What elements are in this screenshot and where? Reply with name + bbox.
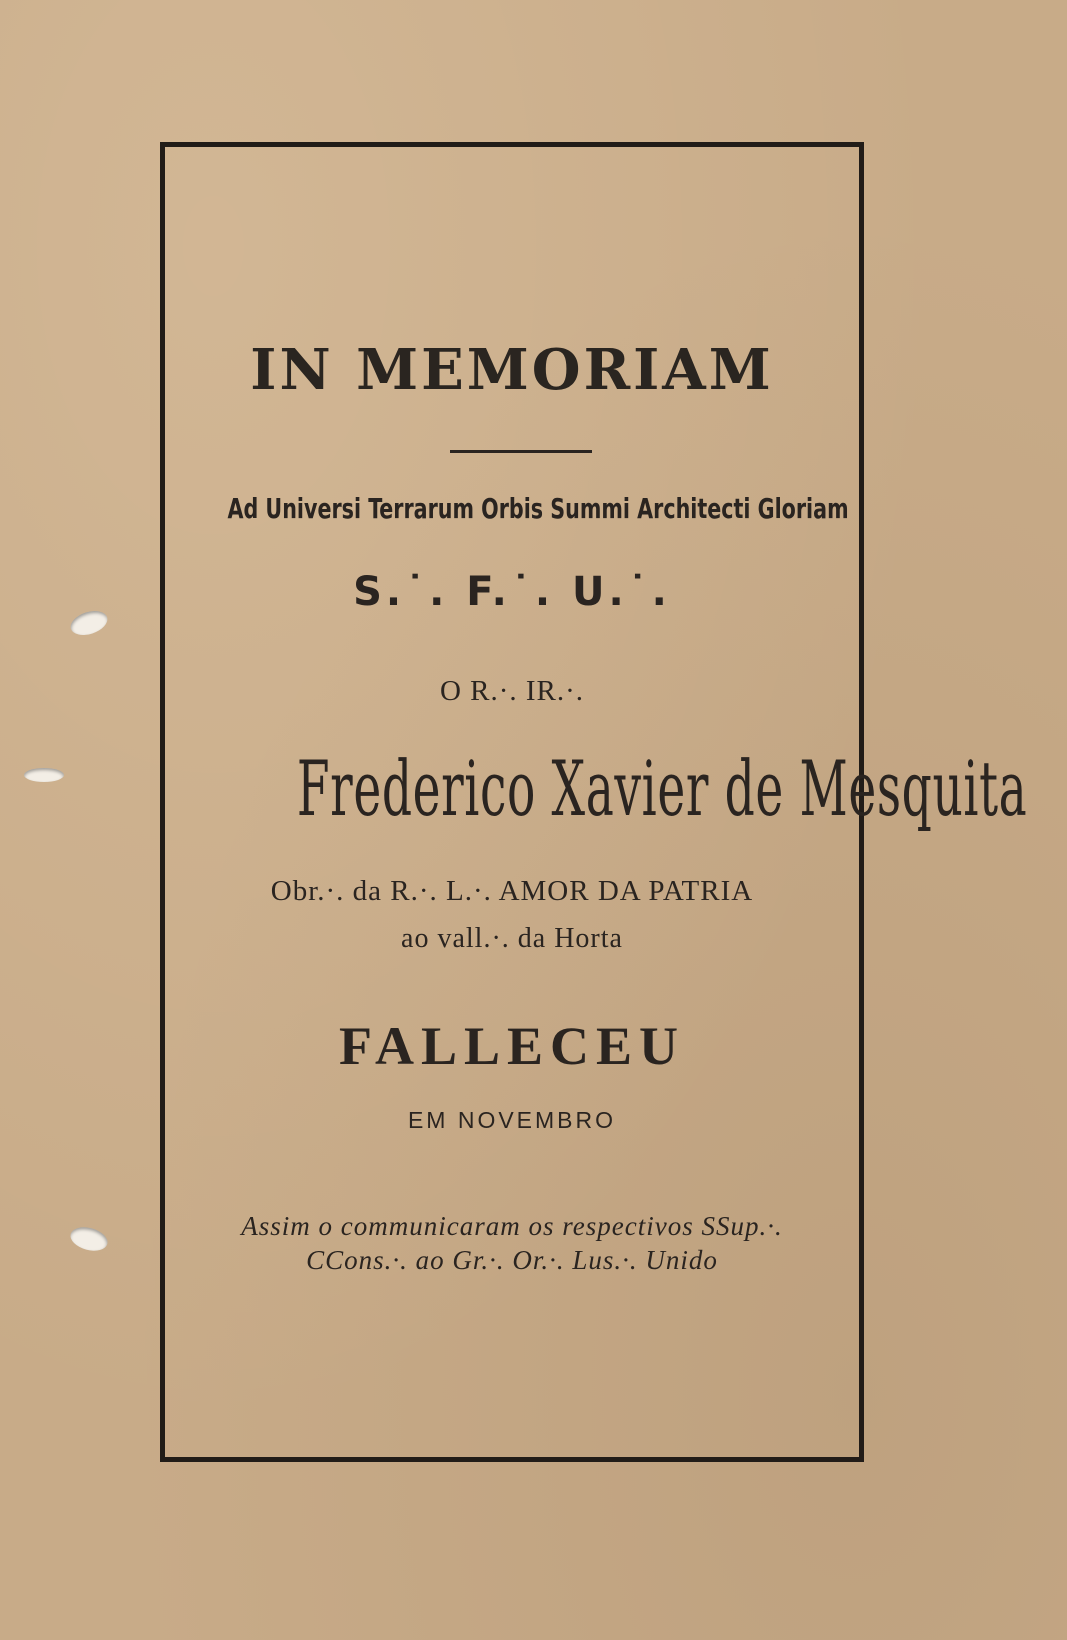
- note-line-2: CCons.·. ao Gr.·. Or.·. Lus.·. Unido: [306, 1245, 718, 1275]
- dedication-line: Ad Universi Terrarum Orbis Summi Architecti Gloriam: [227, 492, 849, 525]
- month-line: EM NOVEMBRO: [407, 1107, 617, 1133]
- brother-line: O R.·. IR.·.: [439, 675, 585, 707]
- deceased-name: Frederico Xavier de Mesquita: [296, 744, 1028, 833]
- communication-note: [165, 1209, 859, 1277]
- punch-hole: [24, 768, 64, 782]
- punch-hole: [68, 607, 111, 640]
- note-line-1: Assim o communicaram os respectivos SSup.·.: [241, 1211, 783, 1241]
- punch-hole: [68, 1223, 110, 1254]
- deceased-heading: FALLECEU: [338, 1016, 686, 1076]
- title-divider: [450, 450, 592, 453]
- valley-line: ao vall.·. da Horta: [401, 923, 623, 954]
- page-title: IN MEMORIAM: [250, 337, 774, 403]
- mourning-frame: [160, 142, 1028, 1462]
- announcement-content: [165, 147, 1028, 1457]
- lodge-line: Obr.·. da R.·. L.·. AMOR DA PATRIA: [270, 875, 754, 907]
- abbreviation-line: S.˙. F.˙. U.˙.: [353, 569, 671, 615]
